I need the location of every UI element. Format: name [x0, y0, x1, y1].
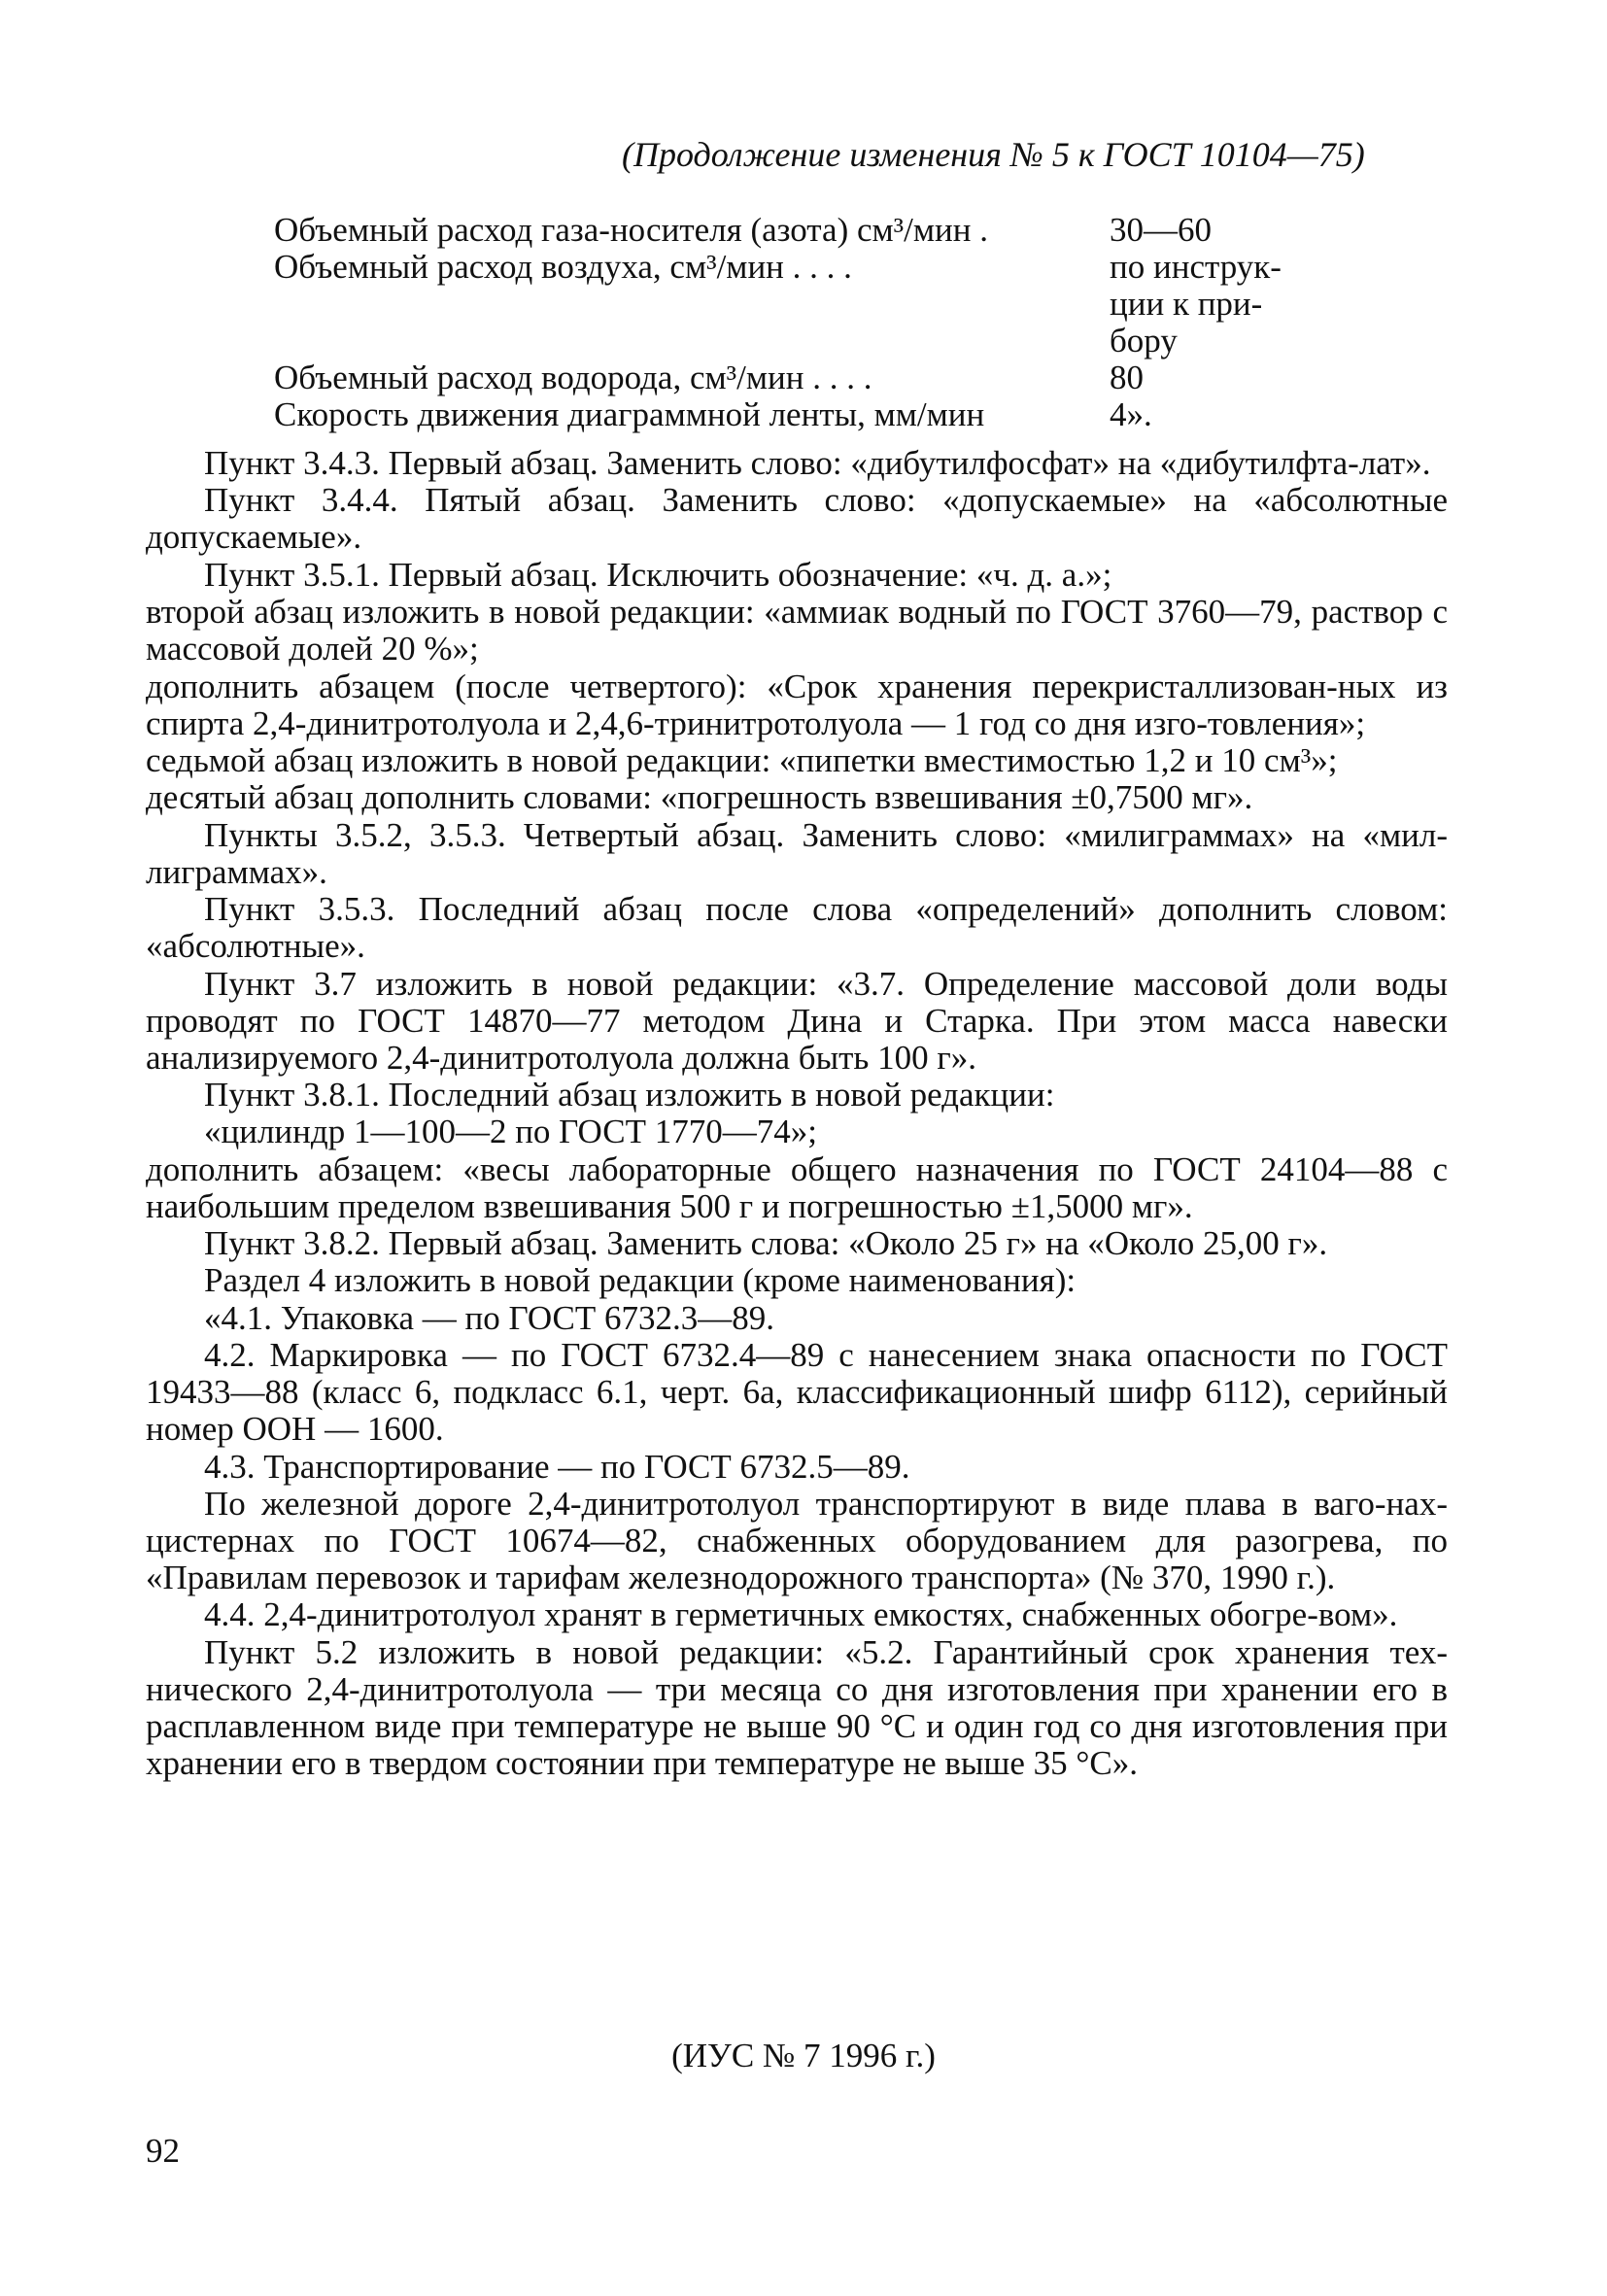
parameter-value: по инструк-ции к при-бору: [1110, 248, 1282, 360]
paragraph: По железной дороге 2,4-динитротолуол транспортируют в виде плава в ваго-нах-цистернах по ГОСТ 10674—82, снабженных оборудованием для разогрева, по «Правилам перевозок и тарифам железнодорожного транспорта» (№ 370, 1990 г.).: [146, 1485, 1448, 1597]
paragraph: Пункт 3.5.3. Последний абзац после слова «определений» дополнить словом: «абсолютные».: [146, 890, 1448, 966]
parameter-row: [274, 212, 1343, 249]
source-reference: (ИУС № 7 1996 г.): [671, 2037, 936, 2074]
paragraph: Пункт 3.4.3. Первый абзац. Заменить слово: «дибутилфосфат» на «дибутилфта-лат».: [204, 444, 1431, 482]
paragraph: 4.3. Транспортирование — по ГОСТ 6732.5—89.: [204, 1447, 910, 1486]
parameter-name: Объемный расход газа-носителя (азота) см³/мин .: [274, 211, 988, 249]
paragraph: дополнить абзацем: «весы лабораторные общего назначения по ГОСТ 24104—88 с наибольшим пределом взвешивания 500 г и погрешностью ±1,5000 мг».: [146, 1149, 1448, 1225]
parameter-value: 80: [1110, 359, 1144, 396]
paragraph: Пункт 3.8.1. Последний абзац изложить в новой редакции:: [204, 1075, 1055, 1114]
parameter-row: [274, 396, 1343, 433]
paragraph: Пункт 3.5.1. Первый абзац. Исключить обозначение: «ч. д. а.»;: [204, 555, 1112, 594]
parameter-list: [274, 212, 1343, 433]
paragraph: «цилиндр 1—100—2 по ГОСТ 1770—74»;: [204, 1113, 817, 1151]
paragraph: 4.4. 2,4-динитротолуол хранят в герметичных емкостях, снабженных обогре-вом».: [204, 1595, 1398, 1634]
parameter-value: 30—60: [1110, 211, 1212, 249]
paragraph: Раздел 4 изложить в новой редакции (кроме наименования):: [204, 1261, 1077, 1300]
paragraph: 4.2. Маркировка — по ГОСТ 6732.4—89 с нанесением знака опасности по ГОСТ 19433—88 (класс 6, подкласс 6.1, черт. 6а, классификационный шифр 6112), серийный номер ООН — 1600.: [146, 1336, 1448, 1449]
paragraph: второй абзац изложить в новой редакции: «аммиак водный по ГОСТ 3760—79, раствор с массовой долей 20 %»;: [146, 593, 1448, 668]
document-body: [146, 445, 1448, 1782]
page-number: 92: [146, 2132, 180, 2170]
parameter-name: Объемный расход воздуха, см³/мин . . . .: [274, 248, 852, 286]
paragraph: дополнить абзацем (после четвертого): «Срок хранения перекристаллизован-ных из спирта 2,4-динитротолуола и 2,4,6-тринитротолуола — 1 год со дня изго-товления»;: [146, 667, 1448, 742]
paragraph: «4.1. Упаковка — по ГОСТ 6732.3—89.: [204, 1298, 775, 1337]
parameter-row: [274, 360, 1343, 396]
paragraph: Пункт 3.8.2. Первый абзац. Заменить слова: «Около 25 г» на «Около 25,00 г».: [204, 1224, 1328, 1263]
running-header: (Продолжение изменения № 5 к ГОСТ 10104—75): [622, 135, 1365, 174]
parameter-name: Объемный расход водорода, см³/мин . . . .: [274, 359, 872, 396]
paragraph: Пункт 5.2 изложить в новой редакции: «5.2. Гарантийный срок хранения тех-нического 2,4-динитротолуола — три месяца со дня изготовления при хранении его в расплавленном виде при температуре не выше 90 °С и один год со дня изготовления при хранении его в твердом состоянии при температуре не выше 35 °С».: [146, 1632, 1448, 1782]
paragraph: десятый абзац дополнить словами: «погрешность взвешивания ±0,7500 мг».: [146, 778, 1253, 817]
parameter-value: 4».: [1110, 395, 1152, 433]
parameter-name: Скорость движения диаграммной ленты, мм/мин: [274, 395, 985, 433]
paragraph: Пункты 3.5.2, 3.5.3. Четвертый абзац. Заменить слово: «милиграммах» на «мил-лиграммах».: [146, 815, 1448, 891]
paragraph: седьмой абзац изложить в новой редакции: «пипетки вместимостью 1,2 и 10 см³»;: [146, 740, 1338, 779]
parameter-row: [274, 249, 1343, 360]
paragraph: Пункт 3.4.4. Пятый абзац. Заменить слово: «допускаемые» на «абсолютные допускаемые».: [146, 481, 1448, 557]
paragraph: Пункт 3.7 изложить в новой редакции: «3.7. Определение массовой доли воды проводят по ГОСТ 14870—77 методом Дина и Старка. При этом масса навески анализируемого 2,4-динитротолуола должна быть 100 г».: [146, 964, 1448, 1077]
